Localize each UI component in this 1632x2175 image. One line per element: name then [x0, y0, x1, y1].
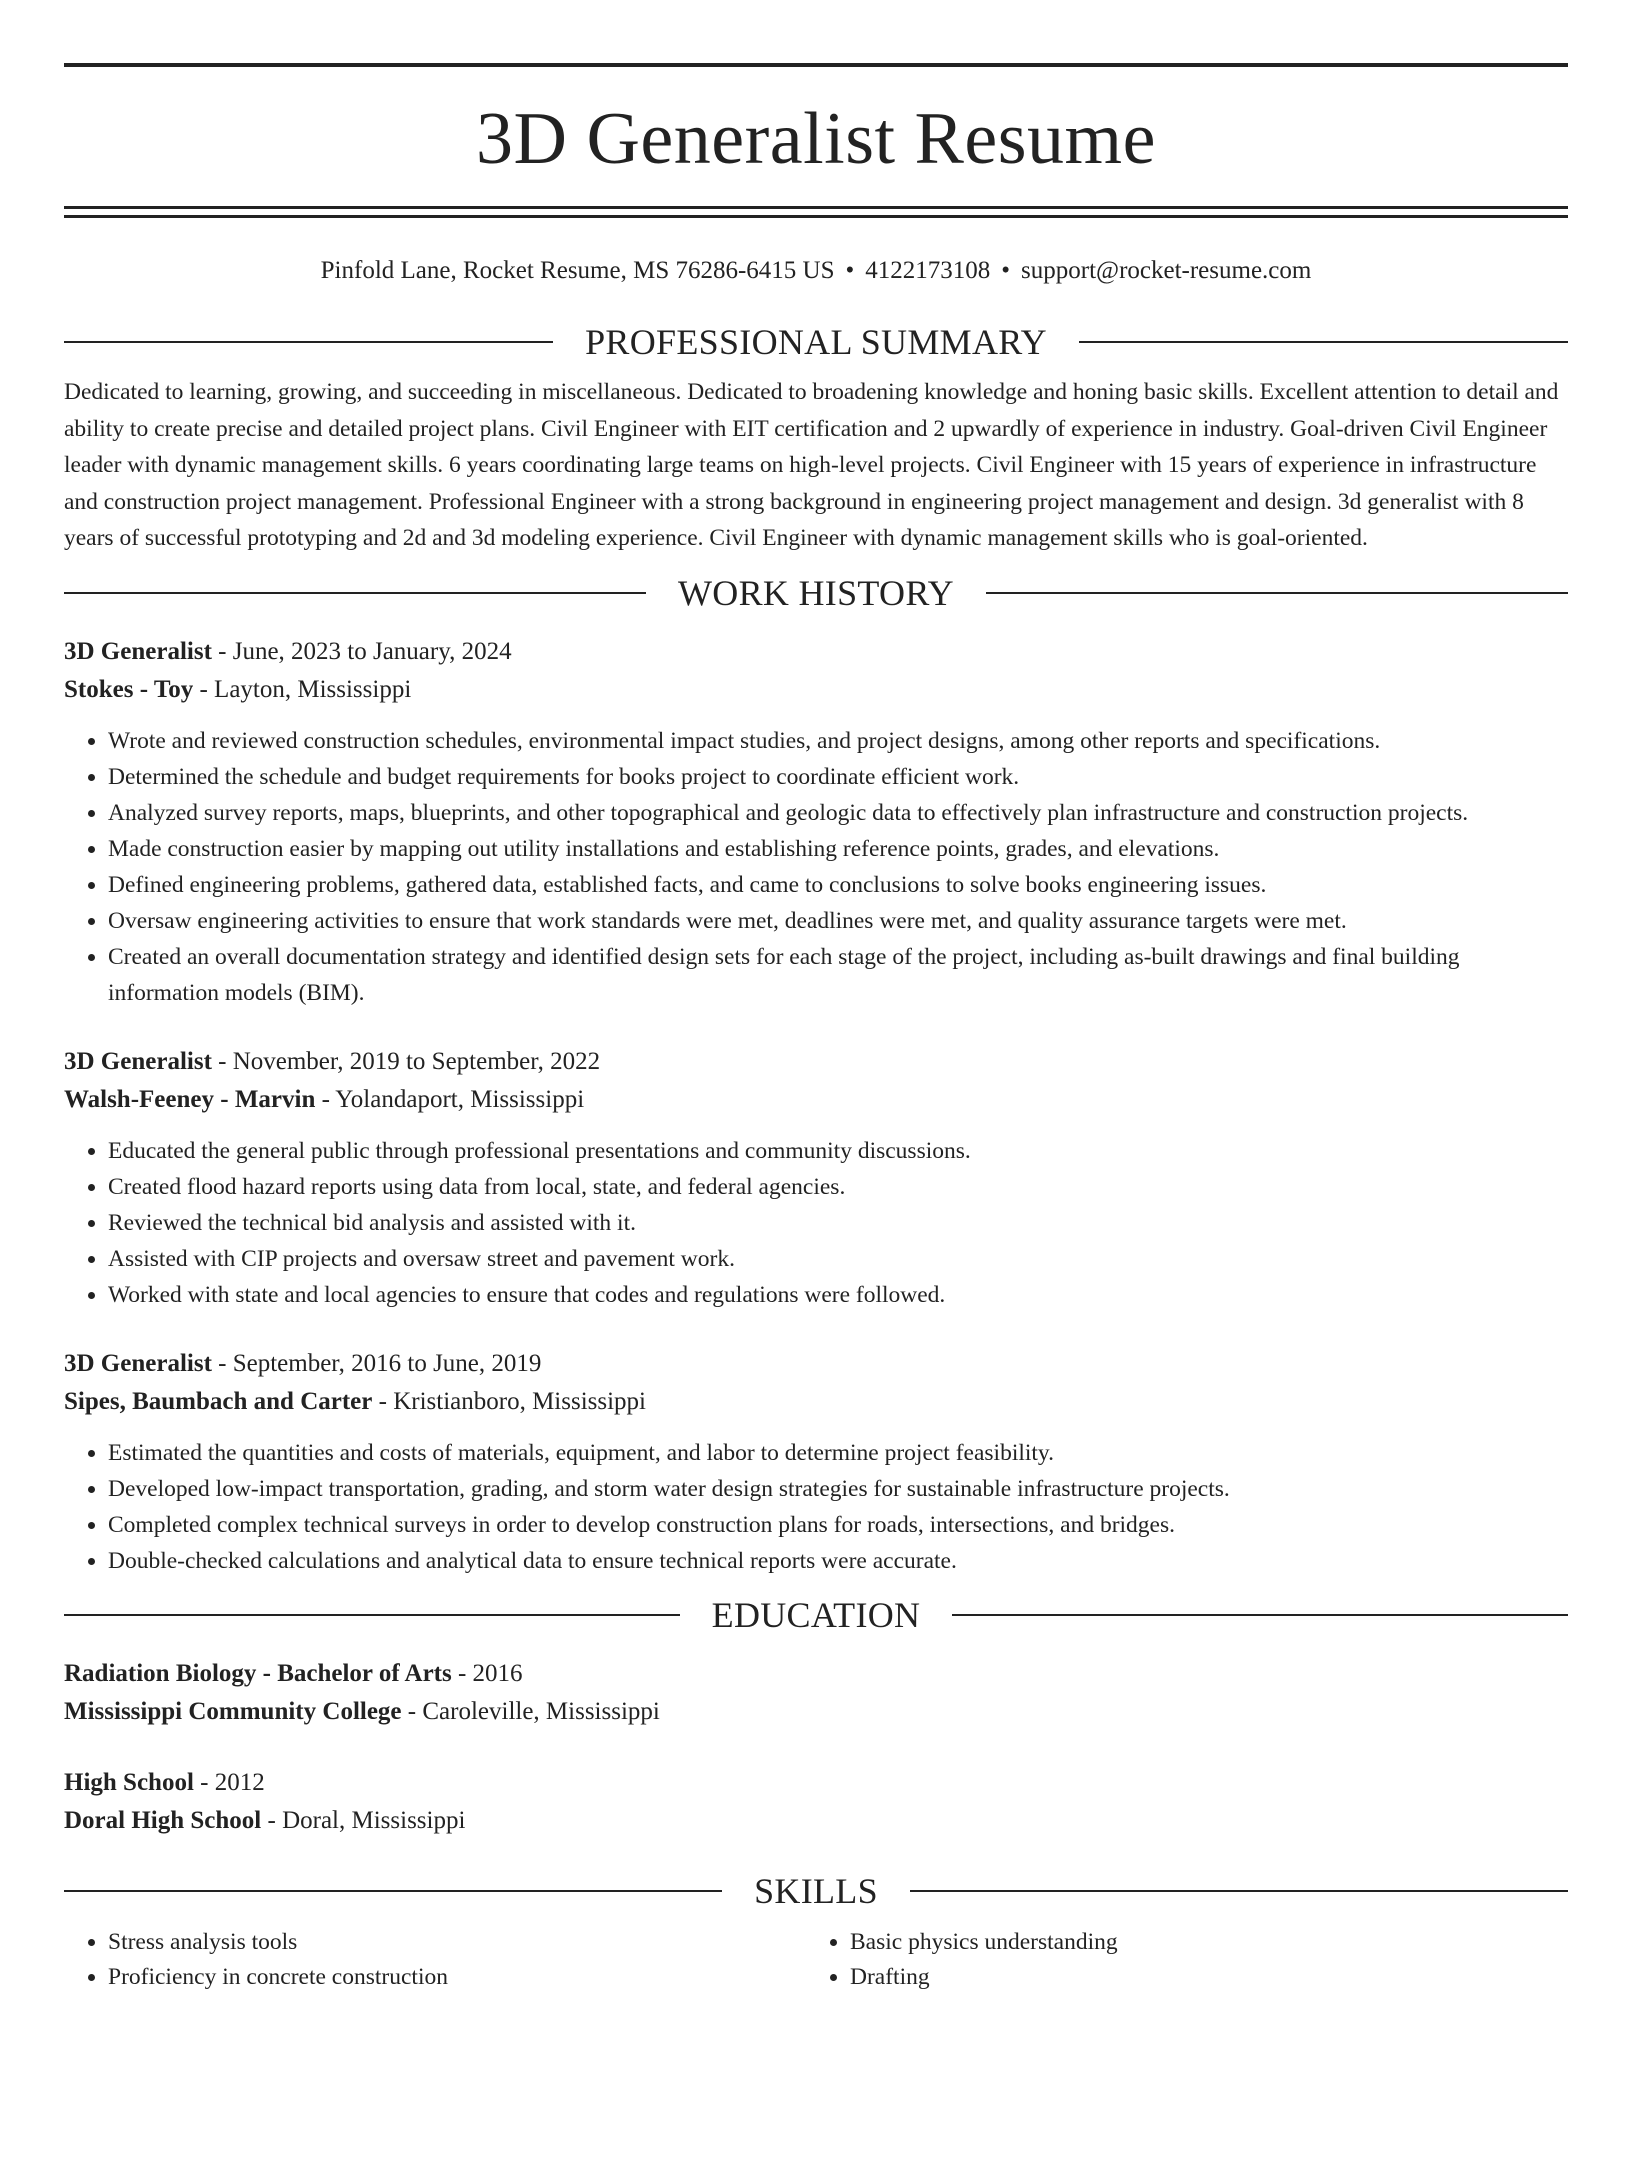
title-double-rule: [64, 206, 1568, 218]
list-item: • Reviewed the technical bid analysis and assisted with it.: [108, 1205, 1568, 1241]
skills-list-right: [806, 1925, 1548, 1995]
job-entry: [64, 1043, 1568, 1313]
job-bullets: [64, 1435, 1568, 1579]
heading-rule-right: [986, 592, 1568, 594]
list-item: • Completed complex technical surveys in order to develop construction plans for roads, intersections, and bridges.: [108, 1507, 1568, 1543]
skill-item: • Stress analysis tools: [108, 1925, 806, 1960]
education-school: Mississippi Community College: [64, 1697, 402, 1725]
list-item: • Defined engineering problems, gathered data, established facts, and came to conclusions to solve books engineering issues.: [108, 867, 1568, 903]
education-school-line: [64, 1802, 1568, 1840]
job-entry: [64, 1345, 1568, 1579]
resume-title: 3D Generalist Resume: [476, 98, 1156, 180]
list-item: • Educated the general public through professional presentations and community discussions.: [108, 1133, 1568, 1169]
heading-rule-left: [64, 341, 553, 343]
list-item: • Double-checked calculations and analytical data to ensure technical reports were accurate.: [108, 1543, 1568, 1579]
list-item: • Wrote and reviewed construction schedules, environmental impact studies, and project designs, among other reports and specifications.: [108, 723, 1568, 759]
job-company-line: [64, 1383, 1568, 1421]
list-item: • Oversaw engineering activities to ensure that work standards were met, deadlines were met, and quality assurance targets were met.: [108, 903, 1568, 939]
heading-rule-right: [910, 1890, 1568, 1892]
education-location: - Caroleville, Mississippi: [401, 1697, 660, 1725]
list-item: • Developed low-impact transportation, grading, and storm water design strategies for sustainable infrastructure projects.: [108, 1471, 1568, 1507]
job-location: - Kristianboro, Mississippi: [372, 1387, 646, 1415]
education-degree: Radiation Biology - Bachelor of Arts: [64, 1659, 452, 1687]
section-label: WORK HISTORY: [678, 572, 954, 613]
job-dates: - November, 2019 to September, 2022: [211, 1047, 601, 1075]
heading-rule-left: [64, 1890, 722, 1892]
skills-columns: [64, 1925, 1568, 1995]
job-company-line: [64, 1081, 1568, 1119]
list-item: • Determined the schedule and budget requirements for books project to coordinate efficient work.: [108, 759, 1568, 795]
summary-text: Dedicated to learning, growing, and succeeding in miscellaneous. Dedicated to broadening knowledge and honing basic skills. Excellent attention to detail and ability to create precise and detailed project plans. Civil Engineer with EIT certification and 2 upwardly of experience in industry. Goal-driven Civil Engineer leader with dynamic management skills. 6 years coordinating large teams on high-level projects. Civil Engineer with 15 years of experience in infrastructure and construction project management. Professional Engineer with a strong background in engineering project management and design. 3d generalist with 8 years of successful prototyping and 2d and 3d modeling experience. Civil Engineer with dynamic management skills who is goal-oriented.: [64, 379, 1559, 551]
job-title-line: [64, 1345, 1568, 1383]
heading-rule-right: [952, 1614, 1568, 1616]
job-company-line: [64, 671, 1568, 709]
list-item: • Created flood hazard reports using data from local, state, and federal agencies.: [108, 1169, 1568, 1205]
section-heading-work: [64, 571, 1568, 615]
job-location: - Yolandaport, Mississippi: [315, 1085, 585, 1113]
education-degree-line: [64, 1764, 1568, 1802]
job-title: 3D Generalist: [64, 1349, 212, 1377]
skill-item: • Drafting: [850, 1960, 1548, 1995]
heading-rule-left: [64, 592, 646, 594]
job-title-line: [64, 1043, 1568, 1081]
heading-rule-left: [64, 1614, 680, 1616]
job-title-line: [64, 633, 1568, 671]
list-item: • Worked with state and local agencies to ensure that codes and regulations were followed.: [108, 1277, 1568, 1313]
job-bullets: [64, 1133, 1568, 1313]
list-item: • Analyzed survey reports, maps, blueprints, and other topographical and geologic data to effectively plan infrastructure and construction projects.: [108, 795, 1568, 831]
job-title: 3D Generalist: [64, 1047, 212, 1075]
resume-page: [0, 63, 1632, 2175]
section-heading-summary: [64, 320, 1568, 364]
education-school: Doral High School: [64, 1806, 262, 1834]
job-company: Stokes - Toy: [64, 675, 194, 703]
section-heading-education: [64, 1593, 1568, 1637]
education-year: - 2016: [451, 1659, 523, 1687]
list-item: • Made construction easier by mapping out utility installations and establishing reference points, grades, and elevations.: [108, 831, 1568, 867]
job-company: Walsh-Feeney - Marvin: [64, 1085, 316, 1113]
section-label: EDUCATION: [711, 1594, 921, 1635]
skill-item: • Proficiency in concrete construction: [108, 1960, 806, 1995]
education-location: - Doral, Mississippi: [261, 1806, 466, 1834]
contact-separator: •: [845, 257, 855, 284]
job-entry: [64, 633, 1568, 1011]
job-dates: - September, 2016 to June, 2019: [211, 1349, 542, 1377]
job-dates: - June, 2023 to January, 2024: [211, 637, 512, 665]
contact-separator: •: [1001, 257, 1011, 284]
contact-phone: 4122173108: [865, 257, 991, 284]
job-bullets: [64, 723, 1568, 1011]
education-year: - 2012: [193, 1768, 265, 1796]
education-school-line: [64, 1693, 1568, 1731]
education-degree-line: [64, 1655, 1568, 1693]
contact-line: [64, 254, 1568, 288]
section-label: SKILLS: [754, 1870, 878, 1911]
section-heading-skills: [64, 1869, 1568, 1913]
job-location: - Layton, Mississippi: [193, 675, 412, 703]
education-degree: High School: [64, 1768, 194, 1796]
education-entry: [64, 1764, 1568, 1840]
job-title: 3D Generalist: [64, 637, 212, 665]
skill-item: • Basic physics understanding: [850, 1925, 1548, 1960]
education-entry: [64, 1655, 1568, 1731]
skills-list-left: [64, 1925, 806, 1995]
section-label: PROFESSIONAL SUMMARY: [585, 322, 1047, 362]
contact-email: support@rocket-resume.com: [1021, 257, 1312, 284]
list-item: • Estimated the quantities and costs of materials, equipment, and labor to determine project feasibility.: [108, 1435, 1568, 1471]
contact-address: Pinfold Lane, Rocket Resume, MS 76286-6415 US: [320, 257, 835, 284]
list-item: • Assisted with CIP projects and oversaw street and pavement work.: [108, 1241, 1568, 1277]
heading-rule-right: [1079, 341, 1568, 343]
list-item: • Created an overall documentation strategy and identified design sets for each stage of the project, including as-built drawings and final building information models (BIM).: [108, 939, 1568, 1011]
job-company: Sipes, Baumbach and Carter: [64, 1387, 373, 1415]
